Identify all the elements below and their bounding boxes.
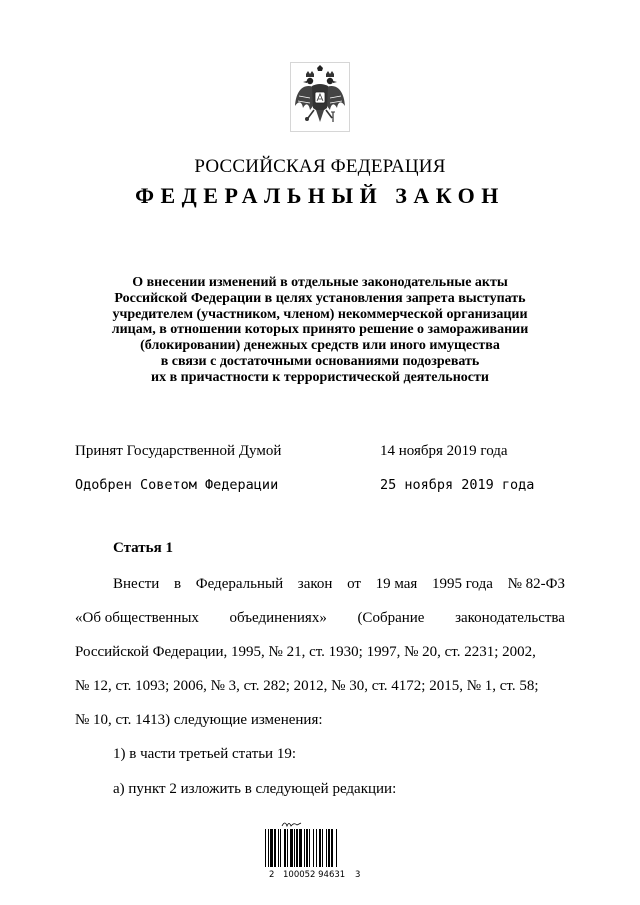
signature-mark: [281, 820, 303, 828]
barcode-digit-left: 2: [269, 870, 275, 880]
barcode-bar: [287, 829, 288, 867]
law-title: [80, 275, 560, 386]
law-title-line: учредителем (участником, членом) некоммерческой организации: [112, 306, 528, 322]
word: Федеральный: [195, 576, 284, 592]
law-title-line: Российской Федерации в целях установления запрета выступать: [114, 290, 526, 306]
barcode-bar: [306, 829, 308, 867]
barcode-bar: [299, 829, 302, 867]
barcode-bar: [294, 829, 295, 867]
barcode-bar: [309, 829, 310, 867]
word: (Собрание: [357, 610, 425, 626]
law-title-line: в связи с достаточными основаниями подозревать: [160, 353, 480, 369]
country-name: РОССИЙСКАЯ ФЕДЕРАЦИЯ: [194, 156, 446, 177]
word: законодательства: [455, 610, 565, 626]
barcode-bar: [331, 829, 333, 867]
word: 1995 года: [432, 576, 493, 592]
article-text-line: [75, 610, 565, 627]
article-text-line: [75, 576, 565, 593]
barcode-bar: [304, 829, 305, 867]
barcode-digits-main: 100052 94631: [283, 870, 346, 880]
duma-adoption-label: Принят Государственной Думой: [75, 443, 282, 459]
barcode-bar: [268, 829, 269, 867]
law-title-line: О внесении изменений в отдельные законодательные акты: [132, 275, 508, 290]
law-title-line: их в причастности к террористической деятельности: [151, 369, 489, 385]
barcode-bar: [265, 829, 266, 867]
article-text-line: № 10, ст. 1413) следующие изменения:: [75, 712, 323, 728]
law-title-line: (блокировании) денежных средств или иного имущества: [140, 338, 500, 354]
barcode-bar: [319, 829, 321, 867]
article-text-line: Российской Федерации, 1995, № 21, ст. 1930; 1997, № 20, ст. 2231; 2002,: [75, 644, 536, 660]
barcode-bar: [316, 829, 317, 867]
barcode-bar: [336, 829, 337, 867]
barcode: [263, 820, 367, 880]
barcode-bar: [284, 829, 286, 867]
article-subitem: а) пункт 2 изложить в следующей редакции:: [113, 781, 397, 797]
barcode-digit-right: 3: [355, 870, 361, 880]
word: в: [173, 576, 182, 592]
barcode-bar: [290, 829, 293, 867]
article-item: 1) в части третьей статьи 19:: [113, 746, 297, 762]
law-type-heading: ФЕДЕРАЛЬНЫЙ ЗАКОН: [135, 183, 505, 208]
word: закон: [297, 576, 333, 592]
article-text-line: № 12, ст. 1093; 2006, № 3, ст. 282; 2012, № 30, ст. 4172; 2015, № 1, ст. 58;: [75, 678, 539, 694]
duma-adoption-date: 14 ноября 2019 года: [380, 443, 508, 459]
council-approval-date: 25 ноября 2019 года: [380, 477, 535, 493]
double-headed-eagle-icon: [290, 62, 350, 132]
word: «Об общественных: [75, 610, 199, 626]
barcode-bar: [326, 829, 327, 867]
word: 19 мая: [375, 576, 418, 592]
barcode-bar: [313, 829, 314, 867]
article-heading: Статья 1: [113, 540, 173, 556]
word: от: [347, 576, 361, 592]
word: Внести: [113, 576, 160, 592]
council-approval-label: Одобрен Советом Федерации: [75, 477, 279, 493]
barcode-bar: [296, 829, 298, 867]
barcode-bar: [328, 829, 330, 867]
barcode-bar: [280, 829, 281, 867]
barcode-bar: [274, 829, 276, 867]
word: № 82-ФЗ: [507, 576, 565, 592]
word: объединениях»: [229, 610, 327, 626]
barcode-bar: [270, 829, 273, 867]
barcode-bar: [278, 829, 279, 867]
law-title-line: лицам, в отношении которых принято решение о замораживании: [111, 322, 529, 338]
barcode-bars: [265, 829, 361, 867]
barcode-bar: [322, 829, 323, 867]
